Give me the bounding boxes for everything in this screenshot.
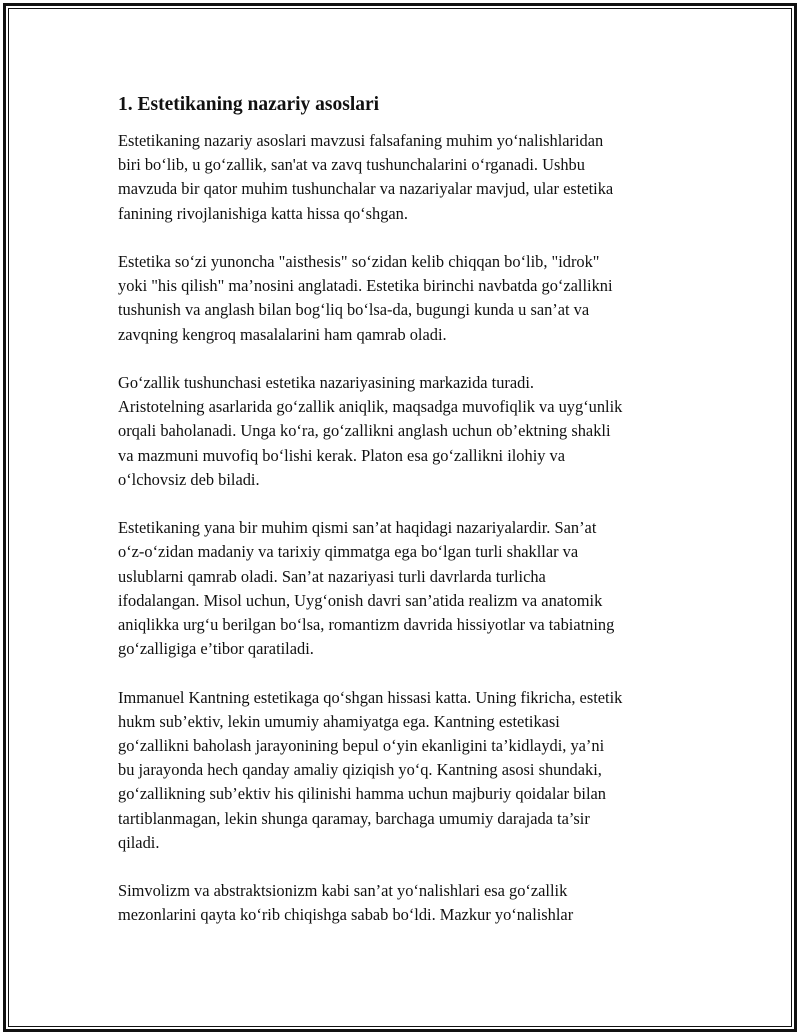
paragraph [118,371,718,492]
text-line: yoki "his qilish" ma’nosini anglatadi. Estetika birinchi navbatda go‘zallikni [118,276,613,296]
text-line: fanining rivojlanishiga katta hissa qo‘shgan. [118,203,408,223]
text-line: va mazmuni muvofiq bo‘lishi kerak. Platon esa go‘zallikni ilohiy va [118,445,566,465]
paragraph [118,250,718,347]
text-line: Estetika so‘zi yunoncha "aisthesis" so‘zidan kelib chiqqan bo‘lib, "idrok" [118,252,600,271]
text-line: hukm sub’ektiv, lekin umumiy ahamiyatga ega. Kantning estetikasi [118,711,560,731]
text-line: qiladi. [118,832,160,852]
section-heading: 1. Estetikaning nazariy asoslari [118,94,380,115]
text-line: go‘zallikning sub’ektiv his qilinishi hamma uchun majburiy qoidalar bilan [118,784,606,804]
paragraph-list [118,129,718,928]
text-line: Aristotelning asarlarida go‘zallik aniqlik, maqsadga muvofiqlik va uyg‘unlik [118,397,623,417]
text-line: Immanuel Kantning estetikaga qo‘shgan hissasi katta. Uning fikricha, estetik [118,687,623,707]
paragraph [118,129,718,226]
text-line: go‘zalligiga e’tibor qaratiladi. [118,639,314,659]
paragraph [118,686,718,855]
text-line: mezonlarini qayta ko‘rib chiqishga sabab bo‘ldi. Mazkur yo‘nalishlar [118,905,574,925]
text-line: aniqlikka urg‘u berilgan bo‘lsa, romantizm davrida hissiyotlar va tabiatning [118,615,615,635]
text-line: bu jarayonda hech qanday amaliy qiziqish yo‘q. Kantning asosi shundaki, [118,760,602,780]
text-line: mavzuda bir qator muhim tushunchalar va nazariyalar mavjud, ular estetika [118,179,614,199]
document-body [118,93,718,952]
text-line: zavqning kengroq masalalarini ham qamrab oladi. [118,324,447,344]
text-line: biri bo‘lib, u go‘zallik, san'at va zavq tushunchalarini o‘rganadi. Ushbu [118,155,585,175]
text-line: Go‘zallik tushunchasi estetika nazariyasining markazida turadi. [118,373,534,392]
paragraph [118,516,718,661]
text-line: uslublarni qamrab oladi. San’at nazariyasi turli davrlarda turlicha [118,566,546,586]
text-line: o‘z-o‘zidan madaniy va tarixiy qimmatga ega bo‘lgan turli shakllar va [118,542,579,562]
text-line: Simvolizm va abstraktsionizm kabi san’at yo‘nalishlari esa go‘zallik [118,881,568,901]
paragraph [118,879,718,927]
text-line: orqali baholanadi. Unga ko‘ra, go‘zallikni anglash uchun ob’ektning shakli [118,421,611,441]
text-line: ifodalangan. Misol uchun, Uyg‘onish davri san’atida realizm va anatomik [118,590,603,610]
text-line: o‘lchovsiz deb biladi. [118,469,260,489]
text-line: tartiblanmagan, lekin shunga qaramay, barchaga umumiy darajada ta’sir [118,808,590,828]
text-line: tushunish va anglash bilan bog‘liq bo‘lsa-da, bugungi kunda u san’at va [118,300,590,320]
text-line: go‘zallikni baholash jarayonining bepul o‘yin ekanligini ta’kidlaydi, ya’ni [118,736,605,756]
text-line: Estetikaning yana bir muhim qismi san’at haqidagi nazariyalardir. San’at [118,518,597,538]
text-line: Estetikaning nazariy asoslari mavzusi falsafaning muhim yo‘nalishlaridan [118,131,604,150]
